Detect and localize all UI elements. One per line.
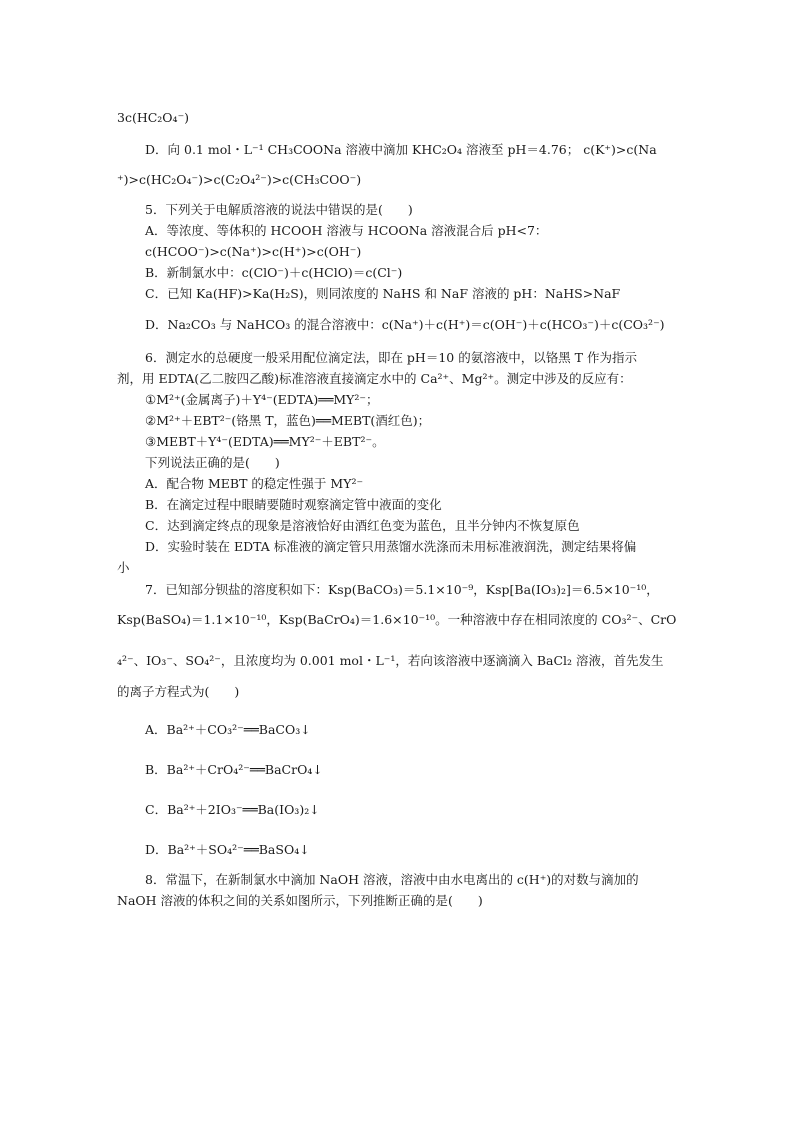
q4-option-d-line2: ⁺)>c(HC₂O₄⁻)>c(C₂O₄²⁻)>c(CH₃COO⁻)	[117, 172, 362, 187]
q5-option-a-line1: A．等浓度、等体积的 HCOOH 溶液与 HCOONa 溶液混合后 pH<7：	[145, 223, 548, 238]
q7-line4: 的离子方程式为( )	[117, 684, 240, 699]
q8-line2: NaOH 溶液的体积之间的关系如图所示，下列推断正确的是( )	[117, 893, 483, 908]
q7-line1: 7．已知部分钡盐的溶度积如下：Ksp(BaCO₃)＝5.1×10⁻⁹，Ksp[Ba(IO₃)₂]＝6.5×10⁻¹⁰，	[145, 582, 659, 597]
q5-option-c: C．已知 Ka(HF)>Ka(H₂S)，则同浓度的 NaHS 和 NaF 溶液的 pH：NaHS>NaF	[145, 286, 621, 301]
q7-option-a: A．Ba²⁺＋CO₃²⁻══BaCO₃↓	[145, 722, 311, 737]
q7-option-c: C．Ba²⁺＋2IO₃⁻══Ba(IO₃)₂↓	[145, 802, 320, 817]
q4-option-d-line1: D．向 0.1 mol・L⁻¹ CH₃COONa 溶液中滴加 KHC₂O₄ 溶液至 pH＝4.76； c(K⁺)>c(Na	[145, 142, 657, 157]
q7-option-d: D．Ba²⁺＋SO₄²⁻══BaSO₄↓	[145, 842, 310, 857]
q6-option-b: B．在滴定过程中眼睛要随时观察滴定管中液面的变化	[145, 497, 442, 512]
q6-reaction-2: ②M²⁺＋EBT²⁻(铬黑 T，蓝色)══MEBT(酒红色)；	[145, 413, 431, 428]
q8-line1: 8．常温下，在新制氯水中滴加 NaOH 溶液，溶液中由水电离出的 c(H⁺)的对数与滴加的	[145, 872, 639, 887]
q6-option-d-line1: D．实验时装在 EDTA 标准液的滴定管只用蒸馏水洗涤而未用标准液润洗，测定结果将偏	[145, 539, 637, 554]
q5-option-b: B．新制氯水中：c(ClO⁻)＋c(HClO)＝c(Cl⁻)	[145, 265, 403, 280]
q6-reaction-3: ③MEBT＋Y⁴⁻(EDTA)══MY²⁻＋EBT²⁻。	[145, 434, 385, 449]
q5-option-d: D．Na₂CO₃ 与 NaHCO₃ 的混合溶液中：c(Na⁺)＋c(H⁺)＝c(OH⁻)＋c(HCO₃⁻)＋c(CO₃²⁻)	[145, 317, 665, 332]
q5-option-a-line2: c(HCOO⁻)>c(Na⁺)>c(H⁺)>c(OH⁻)	[145, 244, 362, 259]
q7-option-b: B．Ba²⁺＋CrO₄²⁻══BaCrO₄↓	[145, 762, 323, 777]
q6-option-a: A．配合物 MEBT 的稳定性强于 MY²⁻	[145, 476, 364, 491]
q6-option-d-line2: 小	[117, 560, 130, 575]
q7-line3: ₄²⁻、IO₃⁻、SO₄²⁻，且浓度均为 0.001 mol・L⁻¹，若向该溶液中逐滴滴入 BaCl₂ 溶液，首先发生	[117, 653, 664, 668]
q6-stem-line2: 剂，用 EDTA(乙二胺四乙酸)标准溶液直接滴定水中的 Ca²⁺、Mg²⁺。测定中涉及的反应有：	[117, 371, 632, 386]
q6-option-c: C．达到滴定终点的现象是溶液恰好由酒红色变为蓝色，且半分钟内不恢复原色	[145, 518, 580, 533]
q6-reaction-1: ①M²⁺(金属离子)＋Y⁴⁻(EDTA)══MY²⁻；	[145, 392, 379, 407]
q6-stem-line1: 6．测定水的总硬度一般采用配位滴定法，即在 pH＝10 的氨溶液中，以铬黑 T 作为指示	[145, 350, 637, 365]
q6-ask: 下列说法正确的是( )	[145, 455, 280, 470]
q4-line: 3c(HC₂O₄⁻)	[117, 110, 190, 125]
q5-stem: 5．下列关于电解质溶液的说法中错误的是( )	[145, 202, 413, 217]
q7-line2: Ksp(BaSO₄)＝1.1×10⁻¹⁰，Ksp(BaCrO₄)＝1.6×10⁻¹⁰。一种溶液中存在相同浓度的 CO₃²⁻、CrO	[117, 612, 677, 627]
